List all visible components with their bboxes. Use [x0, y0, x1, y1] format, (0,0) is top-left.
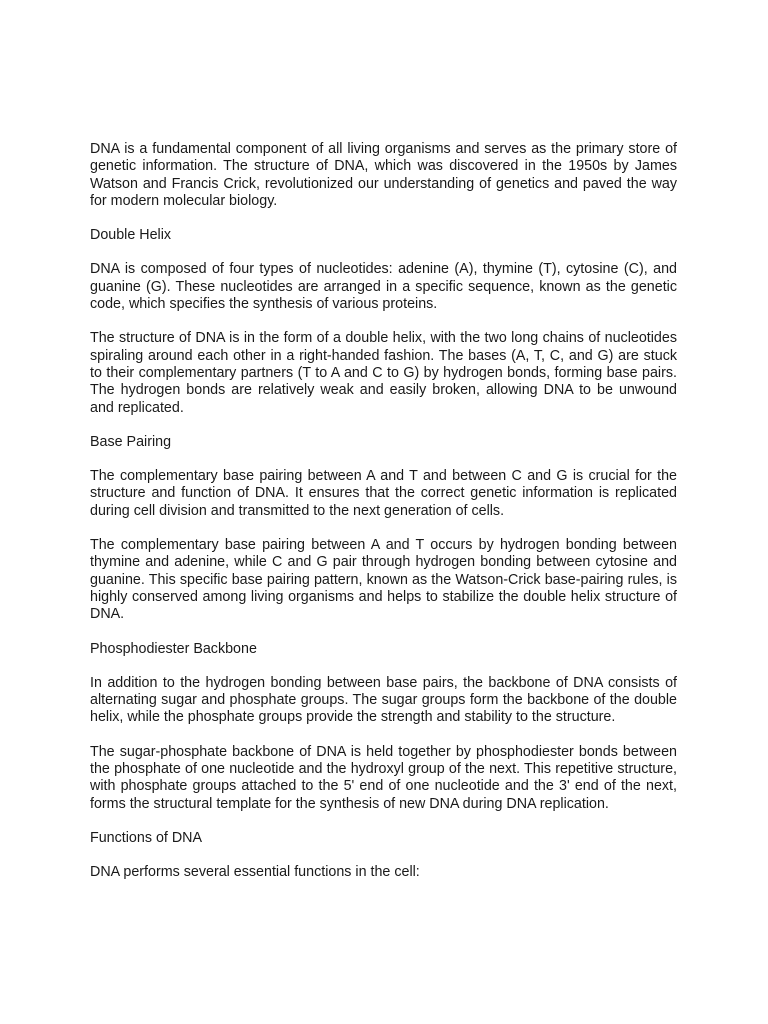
paragraph: The complementary base pairing between A and T and between C and G is crucial for the structure and function of DNA. It ensures that the correct genetic information is replicated during cell division and transmitted to the next generation of cells. [90, 468, 677, 519]
intro-paragraph: DNA is a fundamental component of all living organisms and serves as the primary store of genetic information. The structure of DNA, which was discovered in the 1950s by James Watson and Francis Crick, revolutionized our understanding of genetics and paved the way for modern molecular biology. [90, 141, 677, 209]
paragraph: The sugar-phosphate backbone of DNA is held together by phosphodiester bonds between the phosphate of one nucleotide and the hydroxyl group of the next. This repetitive structure, with phosphate groups attached to the 5' end of one nucleotide and the 3' end of the next, forms the structural template for the synthesis of new DNA during DNA replication. [90, 743, 677, 812]
paragraph: The complementary base pairing between A and T occurs by hydrogen bonding between thymine and adenine, while C and G pair through hydrogen bonding between cytosine and guanine. This specific base pairing pattern, known as the Watson-Crick base-pairing rules, is highly conserved among living organisms and helps to stabilize the double helix structure of DNA. [90, 537, 677, 623]
section-heading-double-helix: Double Helix [90, 227, 172, 244]
paragraph: The structure of DNA is in the form of a double helix, with the two long chains of nucleotides spiraling around each other in a right-handed fashion. The bases (A, T, C, and G) are stuck to their complementary partners (T to A and C to G) by hydrogen bonds, forming base pairs. The hydrogen bonds are relatively weak and easily broken, allowing DNA to be unwound and replicated. [90, 330, 677, 416]
paragraph: In addition to the hydrogen bonding between base pairs, the backbone of DNA consists of alternating sugar and phosphate groups. The sugar groups form the backbone of the double helix, while the phosphate groups provide the strength and stability to the structure. [90, 674, 677, 726]
section-heading-base-pairing: Base Pairing [90, 433, 172, 450]
section-heading-phosphodiester-backbone: Phosphodiester Backbone [90, 640, 257, 657]
section-heading-functions-of-dna: Functions of DNA [90, 829, 203, 846]
document-page [90, 141, 677, 899]
paragraph: DNA is composed of four types of nucleotides: adenine (A), thymine (T), cytosine (C), and guanine (G). These nucleotides are arranged in a specific sequence, known as the genetic code, which specifies the synthesis of various proteins. [90, 261, 677, 313]
paragraph: DNA performs several essential functions in the cell: [90, 864, 420, 881]
